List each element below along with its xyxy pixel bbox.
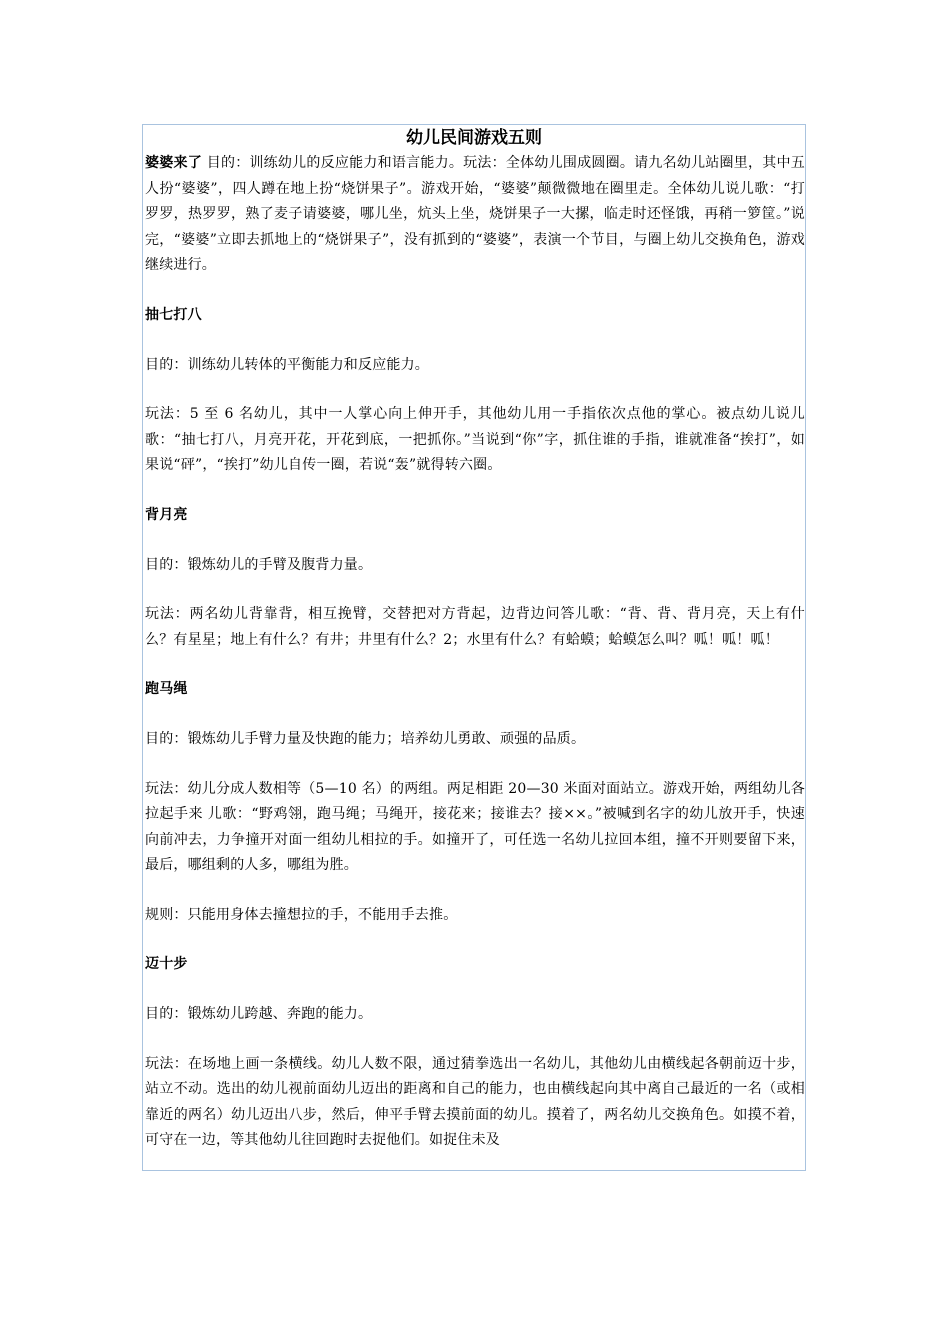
- game-2-play: 玩法：5 至 6 名幼儿，其中一人掌心向上伸开手，其他幼儿用一手指依次点他的掌心。被点幼儿说儿歌：“抽七打八，月亮开花，开花到底，一把抓你。”当说到“你”字，抓住谁的手指，谁就准备“挨打”，如果说“砰”，“挨打”幼儿自传一圈，若说“轰”就得转六圈。: [145, 406, 805, 474]
- game-3-title: 背月亮: [145, 506, 188, 523]
- game-3-play: 玩法：两名幼儿背靠背，相互挽臂，交替把对方背起，边背边问答儿歌：“背、背、背月亮，天上有什么？有星星；地上有什么？有井；井里有什么？2；水里有什么？有蛤蟆；蛤蟆怎么叫？呱！呱！呱！: [145, 606, 805, 648]
- game-4-rule: 规则：只能用身体去撞想拉的手，不能用手去推。: [145, 906, 458, 923]
- game-2-purpose: 目的：训练幼儿转体的平衡能力和反应能力。: [145, 356, 429, 373]
- document-body: [143, 151, 805, 1154]
- game-4-purpose: 目的：锻炼幼儿手臂力量及快跑的能力；培养幼儿勇敢、顽强的品质。: [145, 730, 586, 747]
- game-5-title: 迈十步: [145, 956, 188, 973]
- game-4-play: 玩法：幼儿分成人数相等（5—10 名）的两组。两足相距 20—30 米面对面站立。游戏开始，两组幼儿各拉起手来 儿歌：“野鸡翎，跑马绳；马绳开，接花来；接谁去？接××。”被喊到名字的幼儿放开手，快速向前冲去，力争撞开对面一组幼儿相拉的手。如撞开了，可任选一名幼儿拉回本组，撞不开则要留下来，最后，哪组剩的人多，哪组为胜。: [145, 780, 805, 874]
- document-frame: [142, 124, 806, 1171]
- document-title: 幼儿民间游戏五则: [406, 128, 542, 148]
- game-2-title: 抽七打八: [145, 306, 202, 323]
- game-1-title: 婆婆来了: [145, 155, 202, 171]
- game-5-play: 玩法：在场地上画一条横线。幼儿人数不限，通过猜拳选出一名幼儿，其他幼儿由横线起各朝前迈十步，站立不动。选出的幼儿视前面幼儿迈出的距离和自己的能力，也由横线起向其中离自己最近的一名（或相靠近的两名）幼儿迈出八步，然后，伸平手臂去摸前面的幼儿。摸着了，两名幼儿交换角色。如摸不着，可守在一边，等其他幼儿往回跑时去捉他们。如捉住未及: [145, 1055, 805, 1149]
- game-5-purpose: 目的：锻炼幼儿跨越、奔跑的能力。: [145, 1006, 373, 1023]
- game-4-title: 跑马绳: [145, 681, 188, 698]
- game-1-text: 目的：训练幼儿的反应能力和语言能力。玩法：全体幼儿围成圆圈。请九名幼儿站圈里，其中五人扮“婆婆”，四人蹲在地上扮“烧饼果子”。游戏开始，“婆婆”颠微微地在圈里走。全体幼儿说儿歌：“打罗罗，热罗罗，熟了麦子请婆婆，哪儿坐，炕头上坐，烧饼果子一大摞，临走时还怪饿，再稍一箩筐。”说完，“婆婆”立即去抓地上的“烧饼果子”，没有抓到的“婆婆”，表演一个节目，与圈上幼儿交换角色，游戏继续进行。: [145, 155, 805, 274]
- game-3-purpose: 目的：锻炼幼儿的手臂及腹背力量。: [145, 556, 373, 573]
- game-1-paragraph: [145, 151, 805, 279]
